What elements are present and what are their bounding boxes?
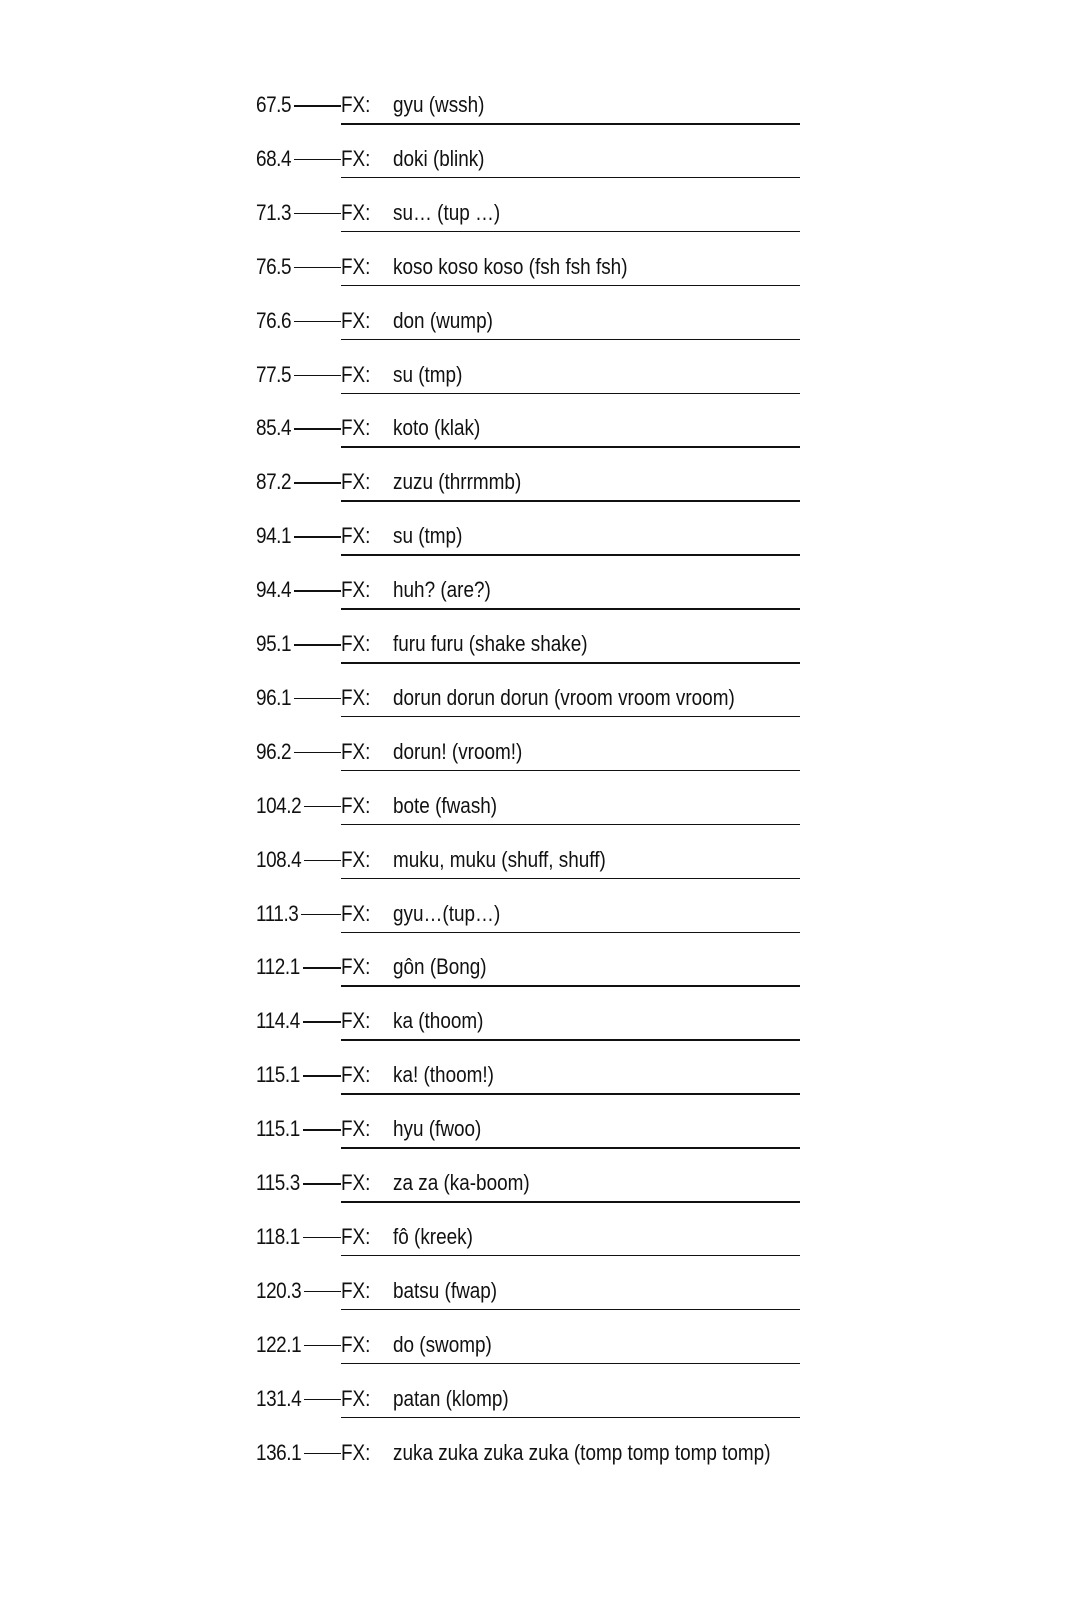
fx-row	[0, 791, 1067, 831]
page-panel-ref: 115.1	[256, 1062, 300, 1088]
fx-row	[0, 629, 1067, 669]
page-panel-ref: 122.1	[256, 1331, 302, 1357]
page-panel-ref: 115.1	[256, 1116, 300, 1142]
fx-label: FX:	[341, 1331, 371, 1357]
fx-translation-text: huh? (are?)	[393, 577, 491, 603]
leader-dash	[301, 914, 341, 916]
page-panel-ref: 68.4	[256, 145, 292, 171]
fx-row	[0, 413, 1067, 453]
fx-row	[0, 1438, 1067, 1478]
rule-line	[341, 1147, 800, 1149]
rule-line	[341, 500, 800, 502]
fx-translation-text: batsu (fwap)	[393, 1277, 498, 1303]
leader-dash	[303, 1237, 341, 1239]
rule-line	[341, 123, 800, 125]
fx-translation-text: zuka zuka zuka zuka (tomp tomp tomp tomp)	[393, 1439, 771, 1465]
page-panel-ref: 67.5	[256, 92, 292, 117]
rule-line	[341, 1417, 800, 1419]
fx-translation-text: fô (kreek)	[393, 1223, 473, 1249]
fx-translation-text: gyu (wssh)	[393, 92, 485, 117]
leader-dash	[294, 536, 341, 538]
leader-dash	[304, 1399, 341, 1401]
fx-row	[0, 1222, 1067, 1262]
leader-dash	[294, 590, 341, 592]
rule-line	[341, 177, 800, 179]
fx-label: FX:	[341, 199, 371, 225]
page-panel-ref: 71.3	[256, 199, 292, 225]
fx-label: FX:	[341, 92, 371, 117]
leader-dash	[294, 375, 341, 377]
fx-label: FX:	[341, 1116, 371, 1142]
page-panel-ref: 112.1	[256, 954, 300, 980]
fx-label: FX:	[341, 631, 371, 656]
fx-translation-text: su… (tup …)	[393, 199, 501, 225]
rule-line	[341, 1093, 800, 1095]
page-panel-ref: 111.3	[256, 900, 299, 926]
leader-dash	[294, 428, 341, 430]
rule-line	[341, 1201, 800, 1203]
leader-dash	[303, 1021, 341, 1023]
fx-row	[0, 737, 1067, 777]
fx-label: FX:	[341, 1439, 371, 1465]
fx-row	[0, 144, 1067, 184]
page-panel-ref: 85.4	[256, 415, 292, 441]
fx-translation-text: doki (blink)	[393, 145, 485, 171]
leader-dash	[303, 1183, 341, 1185]
fx-row	[0, 952, 1067, 992]
fx-translation-text: dorun dorun dorun (vroom vroom vroom)	[393, 684, 735, 710]
leader-dash	[304, 1453, 341, 1455]
fx-label: FX:	[341, 1223, 371, 1249]
rule-line	[341, 662, 800, 664]
leader-dash	[294, 105, 341, 107]
leader-dash	[304, 806, 341, 808]
page-panel-ref: 94.4	[256, 577, 292, 603]
leader-dash	[294, 267, 341, 269]
page-panel-ref: 96.2	[256, 738, 292, 764]
fx-translation-text: koto (klak)	[393, 415, 481, 441]
fx-label: FX:	[341, 846, 371, 872]
fx-label: FX:	[341, 361, 371, 387]
rule-line	[341, 1039, 800, 1041]
fx-row	[0, 198, 1067, 238]
fx-label: FX:	[341, 469, 371, 495]
fx-row	[0, 1006, 1067, 1046]
fx-translation-text: su (tmp)	[393, 523, 463, 549]
leader-dash	[294, 752, 341, 754]
fx-translation-text: bote (fwash)	[393, 792, 498, 818]
fx-translation-text: furu furu (shake shake)	[393, 631, 588, 656]
fx-label: FX:	[341, 1385, 371, 1411]
leader-dash	[294, 321, 341, 323]
fx-label: FX:	[341, 415, 371, 441]
rule-line	[341, 285, 800, 287]
leader-dash	[303, 967, 341, 969]
fx-row	[0, 306, 1067, 346]
rule-line	[341, 446, 800, 448]
fx-translation-text: hyu (fwoo)	[393, 1116, 482, 1142]
page-panel-ref: 95.1	[256, 631, 292, 656]
fx-translation-text: patan (klomp)	[393, 1385, 509, 1411]
fx-translation-text: ka (thoom)	[393, 1008, 484, 1034]
page-panel-ref: 114.4	[256, 1008, 300, 1034]
fx-translation-text: gyu…(tup…)	[393, 900, 501, 926]
rule-line	[341, 985, 800, 987]
page-panel-ref: 87.2	[256, 469, 292, 495]
rule-line	[341, 393, 800, 395]
rule-line	[341, 932, 800, 934]
fx-row	[0, 1060, 1067, 1100]
page-panel-ref: 108.4	[256, 846, 302, 872]
leader-dash	[294, 698, 341, 700]
fx-row	[0, 1168, 1067, 1208]
fx-translation-text: muku, muku (shuff, shuff)	[393, 846, 606, 872]
fx-row	[0, 899, 1067, 939]
leader-dash	[294, 213, 341, 215]
page-panel-ref: 131.4	[256, 1385, 302, 1411]
fx-label: FX:	[341, 307, 371, 333]
rule-line	[341, 231, 800, 233]
fx-label: FX:	[341, 738, 371, 764]
page-panel-ref: 76.6	[256, 307, 292, 333]
page-panel-ref: 120.3	[256, 1277, 302, 1303]
fx-translation-text: do (swomp)	[393, 1331, 492, 1357]
page-panel-ref: 76.5	[256, 253, 292, 279]
rule-line	[341, 770, 800, 772]
fx-translation-text: su (tmp)	[393, 361, 463, 387]
page-panel-ref: 115.3	[256, 1170, 300, 1195]
page-panel-ref: 136.1	[256, 1439, 302, 1465]
fx-label: FX:	[341, 954, 371, 980]
fx-row	[0, 521, 1067, 561]
fx-row	[0, 845, 1067, 885]
rule-line	[341, 1309, 800, 1311]
fx-label: FX:	[341, 523, 371, 549]
page-panel-ref: 118.1	[256, 1223, 300, 1249]
leader-dash	[303, 1129, 341, 1131]
leader-dash	[294, 482, 341, 484]
page-panel-ref: 104.2	[256, 792, 302, 818]
rule-line	[341, 824, 800, 826]
page-panel-ref: 77.5	[256, 361, 292, 387]
fx-row	[0, 1330, 1067, 1370]
fx-translation-text: dorun! (vroom!)	[393, 738, 523, 764]
leader-dash	[294, 159, 341, 161]
fx-row	[0, 575, 1067, 615]
rule-line	[341, 608, 800, 610]
rule-line	[341, 878, 800, 880]
fx-translation-text: zuzu (thrrmmb)	[393, 469, 522, 495]
fx-label: FX:	[341, 1277, 371, 1303]
leader-dash	[304, 1291, 341, 1293]
leader-dash	[294, 644, 341, 646]
fx-label: FX:	[341, 1008, 371, 1034]
fx-translation-text: ka! (thoom!)	[393, 1062, 494, 1088]
fx-label: FX:	[341, 792, 371, 818]
fx-row	[0, 467, 1067, 507]
rule-line	[341, 716, 800, 718]
fx-row	[0, 1276, 1067, 1316]
fx-translation-text: za za (ka-boom)	[393, 1170, 530, 1195]
leader-dash	[304, 860, 341, 862]
fx-label: FX:	[341, 900, 371, 926]
rule-line	[341, 1363, 800, 1365]
fx-row	[0, 1384, 1067, 1424]
fx-translation-text: gôn (Bong)	[393, 954, 487, 980]
fx-row	[0, 90, 1067, 130]
fx-row	[0, 360, 1067, 400]
fx-label: FX:	[341, 145, 371, 171]
page-panel-ref: 94.1	[256, 523, 292, 549]
fx-row	[0, 252, 1067, 292]
fx-label: FX:	[341, 1062, 371, 1088]
fx-label: FX:	[341, 684, 371, 710]
rule-line	[341, 554, 800, 556]
fx-label: FX:	[341, 577, 371, 603]
page-panel-ref: 96.1	[256, 684, 292, 710]
fx-label: FX:	[341, 253, 371, 279]
rule-line	[341, 1255, 800, 1257]
fx-row	[0, 1114, 1067, 1154]
fx-row	[0, 683, 1067, 723]
fx-translation-text: don (wump)	[393, 307, 493, 333]
leader-dash	[303, 1075, 341, 1077]
fx-label: FX:	[341, 1170, 371, 1195]
rule-line	[341, 339, 800, 341]
fx-translation-text: koso koso koso (fsh fsh fsh)	[393, 253, 628, 279]
leader-dash	[304, 1345, 341, 1347]
